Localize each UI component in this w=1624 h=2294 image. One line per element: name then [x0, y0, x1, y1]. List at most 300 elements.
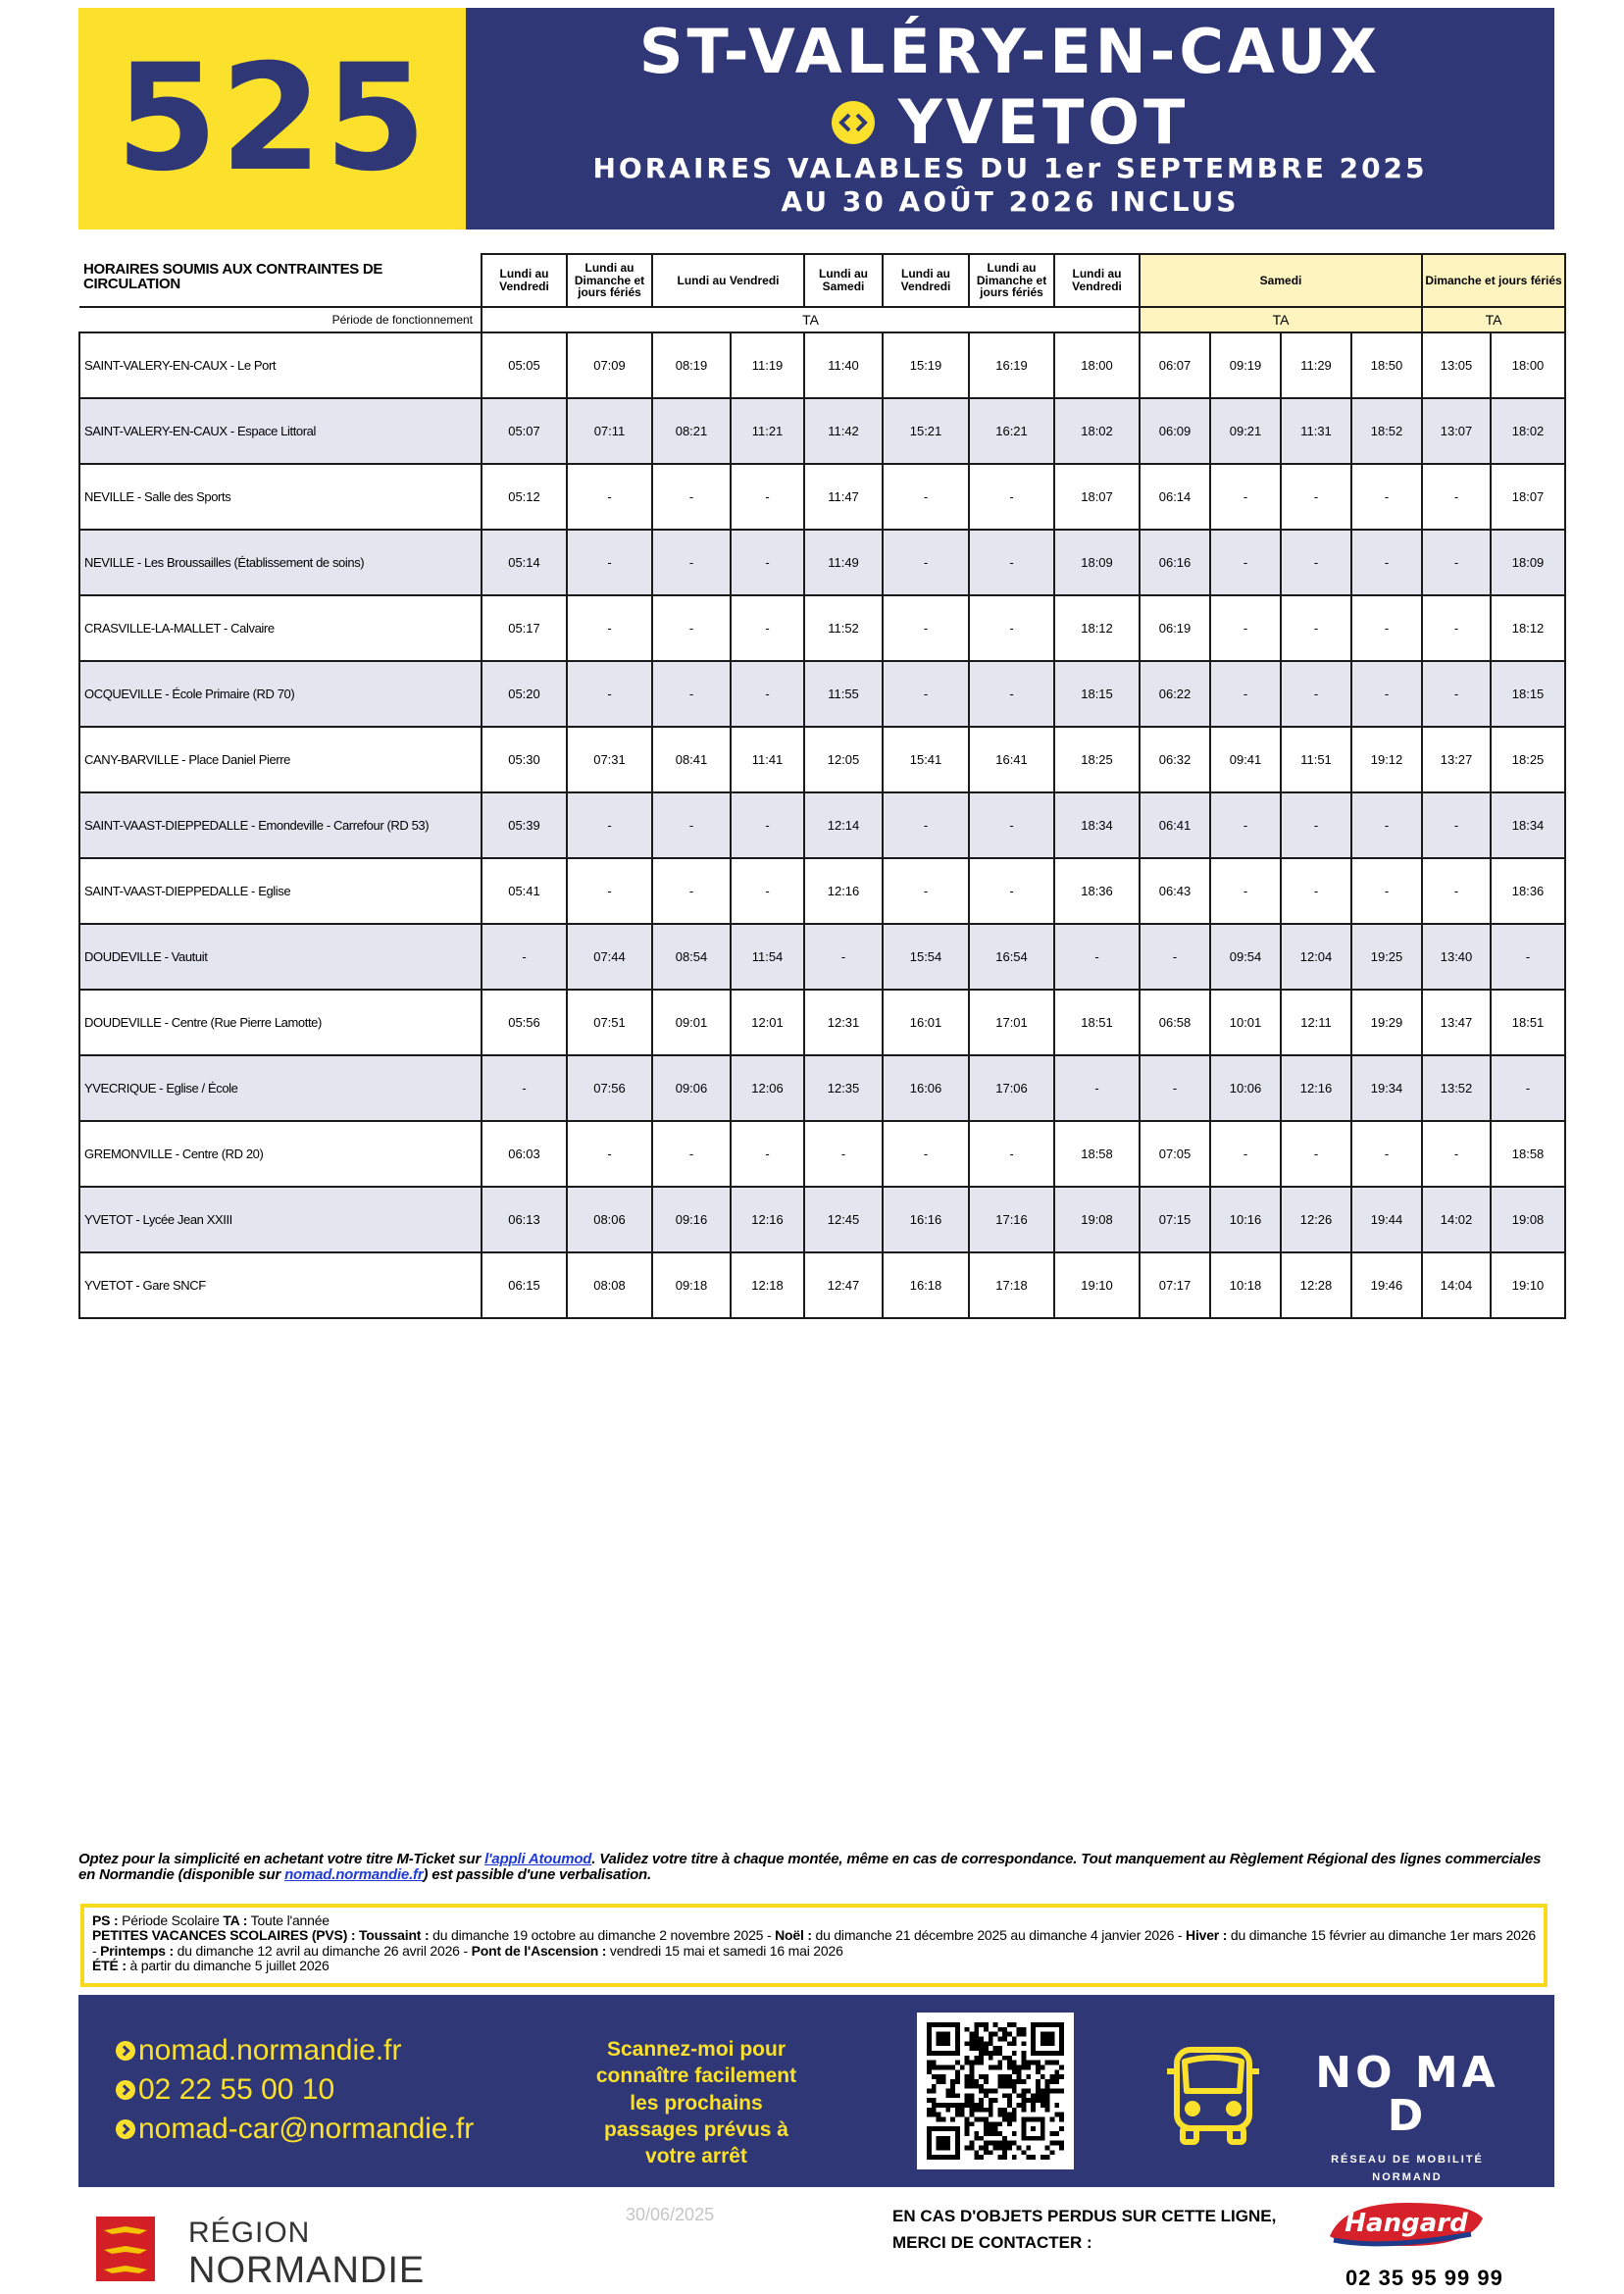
stop-name: CANY-BARVILLE - Place Daniel Pierre [79, 727, 482, 792]
departure-time: 17:06 [969, 1055, 1054, 1121]
departure-time: - [969, 530, 1054, 595]
departure-time: 18:25 [1054, 727, 1140, 792]
bidirectional-arrows-icon [832, 101, 875, 144]
departure-time: - [1140, 1055, 1210, 1121]
departure-time: 08:41 [652, 727, 731, 792]
departure-time: 19:12 [1351, 727, 1422, 792]
departure-time: 18:51 [1491, 990, 1565, 1055]
qr-code[interactable] [917, 2013, 1074, 2169]
departure-time: - [969, 595, 1054, 661]
departure-time: - [567, 792, 652, 858]
departure-time: 09:41 [1210, 727, 1281, 792]
departure-time: - [1281, 858, 1351, 924]
departure-time: - [482, 1055, 567, 1121]
period-sunday: TA [1422, 307, 1565, 332]
stop-name: DOUDEVILLE - Centre (Rue Pierre Lamotte) [79, 990, 482, 1055]
departure-time: 07:15 [1140, 1187, 1210, 1252]
notice-text: . Validez votre titre à chaque montée, même en cas de correspondance. Tout manquement au Règlement Régional des lignes commerciales en Normandie (disponible sur [78, 1851, 1542, 1883]
departure-time: 12:06 [731, 1055, 804, 1121]
hiver-dates: du dimanche 15 février au dimanche 1er mars 2026 - [92, 1927, 1536, 1959]
departure-time: - [1281, 1121, 1351, 1187]
column-header-sunday: Dimanche et jours fériés [1422, 254, 1565, 307]
nomad-logo [1294, 2048, 1520, 2183]
departure-time: 18:25 [1491, 727, 1565, 792]
departure-time: - [1422, 792, 1491, 858]
ete-dates: à partir du dimanche 5 juillet 2026 [126, 1958, 330, 1974]
departure-time: 18:52 [1351, 398, 1422, 464]
departure-time: - [1351, 792, 1422, 858]
departure-time: 18:34 [1491, 792, 1565, 858]
timetable-row [79, 1252, 1565, 1318]
departure-time: 18:00 [1491, 332, 1565, 398]
departure-time: 06:03 [482, 1121, 567, 1187]
column-header: Lundi au Dimanche et jours fériés [567, 254, 652, 307]
ascension-label: Pont de l'Ascension : [471, 1942, 607, 1959]
departure-time: 13:05 [1422, 332, 1491, 398]
pvs-label: PETITES VACANCES SCOLAIRES (PVS) : Toussaint : [92, 1927, 430, 1944]
bus-icon [1159, 2042, 1267, 2150]
departure-time: 16:21 [969, 398, 1054, 464]
departure-time: 19:29 [1351, 990, 1422, 1055]
column-header: Lundi au Samedi [804, 254, 883, 307]
departure-time: 19:10 [1054, 1252, 1140, 1318]
departure-time: 19:08 [1491, 1187, 1565, 1252]
departure-time: 11:40 [804, 332, 883, 398]
nomad-website-link[interactable]: nomad.normandie.fr [284, 1865, 424, 1883]
ta-label: TA : [223, 1912, 248, 1928]
departure-time: 05:07 [482, 398, 567, 464]
timetable [78, 253, 1566, 1319]
departure-time: - [652, 792, 731, 858]
timetable-row [79, 924, 1565, 990]
departure-time: - [731, 1121, 804, 1187]
departure-time: 10:01 [1210, 990, 1281, 1055]
departure-time: - [1281, 661, 1351, 727]
departure-time: 12:14 [804, 792, 883, 858]
printemps-label: Printemps : [100, 1942, 174, 1959]
stop-name: OCQUEVILLE - École Primaire (RD 70) [79, 661, 482, 727]
departure-time: 06:14 [1140, 464, 1210, 530]
departure-time: 08:08 [567, 1252, 652, 1318]
departure-time: - [969, 464, 1054, 530]
departure-time: 15:19 [883, 332, 969, 398]
departure-time: 11:21 [731, 398, 804, 464]
website-contact[interactable] [116, 2034, 401, 2067]
departure-time: - [652, 595, 731, 661]
departure-time: 05:17 [482, 595, 567, 661]
departure-time: 07:44 [567, 924, 652, 990]
departure-time: 07:56 [567, 1055, 652, 1121]
departure-time: 11:55 [804, 661, 883, 727]
departure-time: 12:05 [804, 727, 883, 792]
departure-time: 12:04 [1281, 924, 1351, 990]
column-header: Lundi au Vendredi [883, 254, 969, 307]
departure-time: 18:09 [1054, 530, 1140, 595]
departure-time: 18:58 [1491, 1121, 1565, 1187]
document-date: 30/06/2025 [626, 2205, 715, 2224]
nomad-tagline: RÉSEAU DE MOBILITÉ [1331, 2154, 1484, 2166]
departure-time: - [969, 792, 1054, 858]
departure-time: - [567, 464, 652, 530]
timetable-row [79, 1121, 1565, 1187]
departure-time: 12:18 [731, 1252, 804, 1318]
departure-time: 12:28 [1281, 1252, 1351, 1318]
departure-time: - [1422, 661, 1491, 727]
departure-time: 11:52 [804, 595, 883, 661]
stop-name: SAINT-VALERY-EN-CAUX - Le Port [79, 332, 482, 398]
departure-time: 09:54 [1210, 924, 1281, 990]
departure-time: 09:16 [652, 1187, 731, 1252]
origin-title: ST-VALÉRY-EN-CAUX [638, 16, 1382, 87]
departure-time: - [1140, 924, 1210, 990]
timetable-row [79, 595, 1565, 661]
departure-time: 11:51 [1281, 727, 1351, 792]
departure-time: - [883, 792, 969, 858]
departure-time: - [1210, 464, 1281, 530]
departure-time: 16:18 [883, 1252, 969, 1318]
validity-line-1: HORAIRES VALABLES DU 1er SEPTEMBRE 2025 [592, 152, 1428, 184]
phone-contact[interactable] [116, 2073, 334, 2107]
departure-time: - [969, 661, 1054, 727]
departure-time: 06:07 [1140, 332, 1210, 398]
departure-time: - [1351, 595, 1422, 661]
departure-time: - [731, 792, 804, 858]
departure-time: 10:18 [1210, 1252, 1281, 1318]
departure-time: - [883, 858, 969, 924]
timetable-row [79, 727, 1565, 792]
departure-time: 10:06 [1210, 1055, 1281, 1121]
notice-text: ) est passible d'une verbalisation. [423, 1865, 651, 1883]
periods-legend [80, 1904, 1548, 1987]
departure-time: - [652, 464, 731, 530]
departure-time: 18:58 [1054, 1121, 1140, 1187]
timetable-body [79, 332, 1565, 1318]
departure-time: 06:32 [1140, 727, 1210, 792]
departure-time: 06:58 [1140, 990, 1210, 1055]
column-header: Lundi au Vendredi [1054, 254, 1140, 307]
departure-time: 12:47 [804, 1252, 883, 1318]
departure-time: 16:54 [969, 924, 1054, 990]
departure-time: 12:16 [731, 1187, 804, 1252]
departure-time: - [567, 530, 652, 595]
departure-time: 13:27 [1422, 727, 1491, 792]
departure-time: 18:02 [1054, 398, 1140, 464]
departure-time: 11:49 [804, 530, 883, 595]
departure-time: - [969, 1121, 1054, 1187]
departure-time: 19:08 [1054, 1187, 1140, 1252]
periode-label: Période de fonctionnement [79, 307, 482, 332]
notice-text: Optez pour la simplicité en achetant votre titre M-Ticket sur [78, 1851, 485, 1867]
destination-title: YVETOT [897, 86, 1190, 158]
departure-time: 05:05 [482, 332, 567, 398]
departure-time: - [1422, 530, 1491, 595]
timetable-row [79, 661, 1565, 727]
departure-time: 06:15 [482, 1252, 567, 1318]
departure-time: 13:07 [1422, 398, 1491, 464]
departure-time: 05:39 [482, 792, 567, 858]
departure-time: - [567, 1121, 652, 1187]
chevron-bullet-icon [116, 2080, 135, 2100]
column-header: Lundi au Vendredi [482, 254, 567, 307]
departure-time: 18:34 [1054, 792, 1140, 858]
contact-band [78, 1995, 1554, 2187]
departure-time: 12:16 [804, 858, 883, 924]
departure-time: 09:21 [1210, 398, 1281, 464]
departure-time: 15:21 [883, 398, 969, 464]
departure-time: 18:09 [1491, 530, 1565, 595]
departure-time: - [1491, 924, 1565, 990]
departure-time: 09:18 [652, 1252, 731, 1318]
departure-time: 18:15 [1054, 661, 1140, 727]
carrier-phone[interactable]: 02 35 95 99 99 [1345, 2266, 1503, 2290]
lost-items-line: MERCI DE CONTACTER : [892, 2233, 1092, 2253]
departure-time: - [731, 858, 804, 924]
departure-time: 16:41 [969, 727, 1054, 792]
departure-time: 09:01 [652, 990, 731, 1055]
departure-time: 10:16 [1210, 1187, 1281, 1252]
stop-name: GREMONVILLE - Centre (RD 20) [79, 1121, 482, 1187]
departure-time: - [1422, 464, 1491, 530]
departure-time: 05:56 [482, 990, 567, 1055]
column-header-saturday: Samedi [1140, 254, 1422, 307]
departure-time: 13:52 [1422, 1055, 1491, 1121]
website-link[interactable]: nomad.normandie.fr [138, 2034, 402, 2066]
departure-time: - [652, 530, 731, 595]
normandy-lions-logo [96, 2217, 155, 2281]
departure-time: 08:06 [567, 1187, 652, 1252]
hangard-logo [1324, 2197, 1489, 2252]
route-title [466, 8, 1554, 229]
departure-time: 19:34 [1351, 1055, 1422, 1121]
departure-time: 18:02 [1491, 398, 1565, 464]
departure-time: - [567, 858, 652, 924]
departure-time: 11:19 [731, 332, 804, 398]
departure-time: - [652, 661, 731, 727]
stop-name: YVECRIQUE - Eglise / École [79, 1055, 482, 1121]
departure-time: - [804, 924, 883, 990]
departure-time: 05:14 [482, 530, 567, 595]
printemps-dates: du dimanche 12 avril au dimanche 26 avril 2026 - [173, 1942, 472, 1959]
timetable-row [79, 1187, 1565, 1252]
departure-time: 17:16 [969, 1187, 1054, 1252]
departure-time: 19:25 [1351, 924, 1422, 990]
departure-time: 06:09 [1140, 398, 1210, 464]
departure-time: 12:11 [1281, 990, 1351, 1055]
chevron-bullet-icon [116, 2119, 135, 2139]
departure-time: - [883, 464, 969, 530]
departure-time: 08:19 [652, 332, 731, 398]
column-header: Lundi au Vendredi [652, 254, 804, 307]
departure-time: - [1281, 792, 1351, 858]
stop-name: YVETOT - Lycée Jean XXIII [79, 1187, 482, 1252]
departure-time: 07:17 [1140, 1252, 1210, 1318]
ps-label: PS : [92, 1912, 119, 1928]
departure-time: 19:44 [1351, 1187, 1422, 1252]
phone-number[interactable]: 02 22 55 00 10 [138, 2073, 335, 2106]
validity-line-2: AU 30 AOÛT 2026 INCLUS [781, 185, 1240, 218]
departure-time: 15:54 [883, 924, 969, 990]
timetable-row [79, 1055, 1565, 1121]
departure-time: 18:15 [1491, 661, 1565, 727]
periods-line-1 [92, 1913, 1536, 1928]
departure-time: 18:36 [1491, 858, 1565, 924]
timetable-row [79, 990, 1565, 1055]
departure-time: 06:41 [1140, 792, 1210, 858]
departure-time: - [883, 661, 969, 727]
departure-time: 12:01 [731, 990, 804, 1055]
stop-name: NEVILLE - Les Broussailles (Établissement de soins) [79, 530, 482, 595]
departure-time: - [1351, 661, 1422, 727]
departure-time: - [1054, 924, 1140, 990]
departure-time: 11:31 [1281, 398, 1351, 464]
departure-time: - [1422, 595, 1491, 661]
hiver-label: Hiver : [1186, 1927, 1228, 1944]
timetable-row [79, 398, 1565, 464]
departure-time: 05:30 [482, 727, 567, 792]
departure-time: 05:41 [482, 858, 567, 924]
departure-time: 15:41 [883, 727, 969, 792]
hangard-name: Hangard [1345, 2209, 1468, 2238]
departure-time: 07:09 [567, 332, 652, 398]
departure-time: 19:10 [1491, 1252, 1565, 1318]
departure-time: - [1281, 530, 1351, 595]
departure-time: 13:40 [1422, 924, 1491, 990]
departure-time: - [1054, 1055, 1140, 1121]
departure-time: - [1351, 858, 1422, 924]
departure-time: 05:20 [482, 661, 567, 727]
page-header [78, 8, 1554, 229]
periods-line-2 [92, 1928, 1536, 1959]
ete-label: ÉTÉ : [92, 1958, 127, 1974]
departure-time: 06:43 [1140, 858, 1210, 924]
departure-time: 11:42 [804, 398, 883, 464]
departure-time: 06:16 [1140, 530, 1210, 595]
email-contact[interactable] [116, 2113, 474, 2146]
departure-time: 18:07 [1491, 464, 1565, 530]
lost-items-notice [892, 2203, 1276, 2256]
departure-time: - [883, 530, 969, 595]
column-header: Lundi au Dimanche et jours fériés [969, 254, 1054, 307]
timetable-row [79, 530, 1565, 595]
departure-time: 12:16 [1281, 1055, 1351, 1121]
departure-time: 14:04 [1422, 1252, 1491, 1318]
ticket-notice [78, 1852, 1554, 1883]
departure-time: 11:54 [731, 924, 804, 990]
line-number: 525 [115, 33, 430, 204]
departure-time: 08:54 [652, 924, 731, 990]
line-number-box [78, 8, 466, 229]
departure-time: - [883, 595, 969, 661]
ascension-dates: vendredi 15 mai et samedi 16 mai 2026 [606, 1942, 843, 1959]
stop-name: SAINT-VALERY-EN-CAUX - Espace Littoral [79, 398, 482, 464]
ps-text: Période Scolaire [118, 1912, 224, 1928]
departure-time: 12:31 [804, 990, 883, 1055]
stop-name: YVETOT - Gare SNCF [79, 1252, 482, 1318]
departure-time: 08:21 [652, 398, 731, 464]
stop-name: SAINT-VAAST-DIEPPEDALLE - Emondeville - Carrefour (RD 53) [79, 792, 482, 858]
departure-time: 16:01 [883, 990, 969, 1055]
timetable-row [79, 332, 1565, 398]
period-weekday: TA [482, 307, 1140, 332]
departure-time: - [1210, 858, 1281, 924]
region-name: NORMANDIE [188, 2250, 426, 2291]
departure-time: 12:35 [804, 1055, 883, 1121]
departure-time: - [969, 858, 1054, 924]
timetable-row [79, 792, 1565, 858]
noel-label: Noël : [775, 1927, 812, 1944]
departure-time: 09:19 [1210, 332, 1281, 398]
departure-time: - [482, 924, 567, 990]
departure-time: 07:11 [567, 398, 652, 464]
departure-time: 07:51 [567, 990, 652, 1055]
departure-time: 11:41 [731, 727, 804, 792]
departure-time: - [1351, 1121, 1422, 1187]
departure-time: 18:36 [1054, 858, 1140, 924]
departure-time: - [652, 858, 731, 924]
departure-time: - [1281, 595, 1351, 661]
noel-dates: du dimanche 21 décembre 2025 au dimanche 4 janvier 2026 - [811, 1927, 1187, 1944]
departure-time: - [1422, 858, 1491, 924]
toussaint-dates: du dimanche 19 octobre au dimanche 2 novembre 2025 - [429, 1927, 776, 1944]
departure-time: - [1351, 530, 1422, 595]
departure-time: - [567, 595, 652, 661]
ta-text: Toute l'année [247, 1912, 330, 1928]
departure-time: - [652, 1121, 731, 1187]
departure-time: - [1210, 530, 1281, 595]
departure-time: - [1491, 1055, 1565, 1121]
lost-items-line: EN CAS D'OBJETS PERDUS SUR CETTE LIGNE, [892, 2207, 1277, 2225]
nomad-tagline: NORMAND [1372, 2171, 1443, 2183]
departure-time: 16:06 [883, 1055, 969, 1121]
departure-time: 18:12 [1054, 595, 1140, 661]
departure-time: 17:01 [969, 990, 1054, 1055]
stop-name: NEVILLE - Salle des Sports [79, 464, 482, 530]
departure-time: 12:45 [804, 1187, 883, 1252]
departure-time: - [1210, 661, 1281, 727]
departure-time: - [567, 661, 652, 727]
departure-time: 07:31 [567, 727, 652, 792]
departure-time: 11:47 [804, 464, 883, 530]
departure-time: 11:29 [1281, 332, 1351, 398]
departure-time: - [1210, 595, 1281, 661]
departure-time: 18:07 [1054, 464, 1140, 530]
atoumod-app-link[interactable]: l'appli Atoumod [484, 1851, 592, 1867]
departure-time: 17:18 [969, 1252, 1054, 1318]
email-link[interactable]: nomad-car@normandie.fr [138, 2113, 475, 2145]
departure-time: - [731, 464, 804, 530]
periods-line-3 [92, 1959, 1536, 1973]
departure-time: 18:50 [1351, 332, 1422, 398]
departure-time: - [1281, 464, 1351, 530]
region-normandie-logo [188, 2218, 425, 2289]
departure-time: 05:12 [482, 464, 567, 530]
departure-time: - [1351, 464, 1422, 530]
departure-time: 07:05 [1140, 1121, 1210, 1187]
departure-time: - [1210, 792, 1281, 858]
constraints-label: HORAIRES SOUMIS AUX CONTRAINTES DE CIRCULATION [79, 254, 482, 307]
destination-row [466, 86, 1554, 158]
departure-time: 16:19 [969, 332, 1054, 398]
departure-time: - [1422, 1121, 1491, 1187]
departure-time: 18:51 [1054, 990, 1140, 1055]
departure-time: - [731, 595, 804, 661]
timetable-row [79, 464, 1565, 530]
departure-time: 06:13 [482, 1187, 567, 1252]
departure-time: 18:12 [1491, 595, 1565, 661]
departure-time: - [1210, 1121, 1281, 1187]
departure-time: 18:00 [1054, 332, 1140, 398]
departure-time: - [883, 1121, 969, 1187]
